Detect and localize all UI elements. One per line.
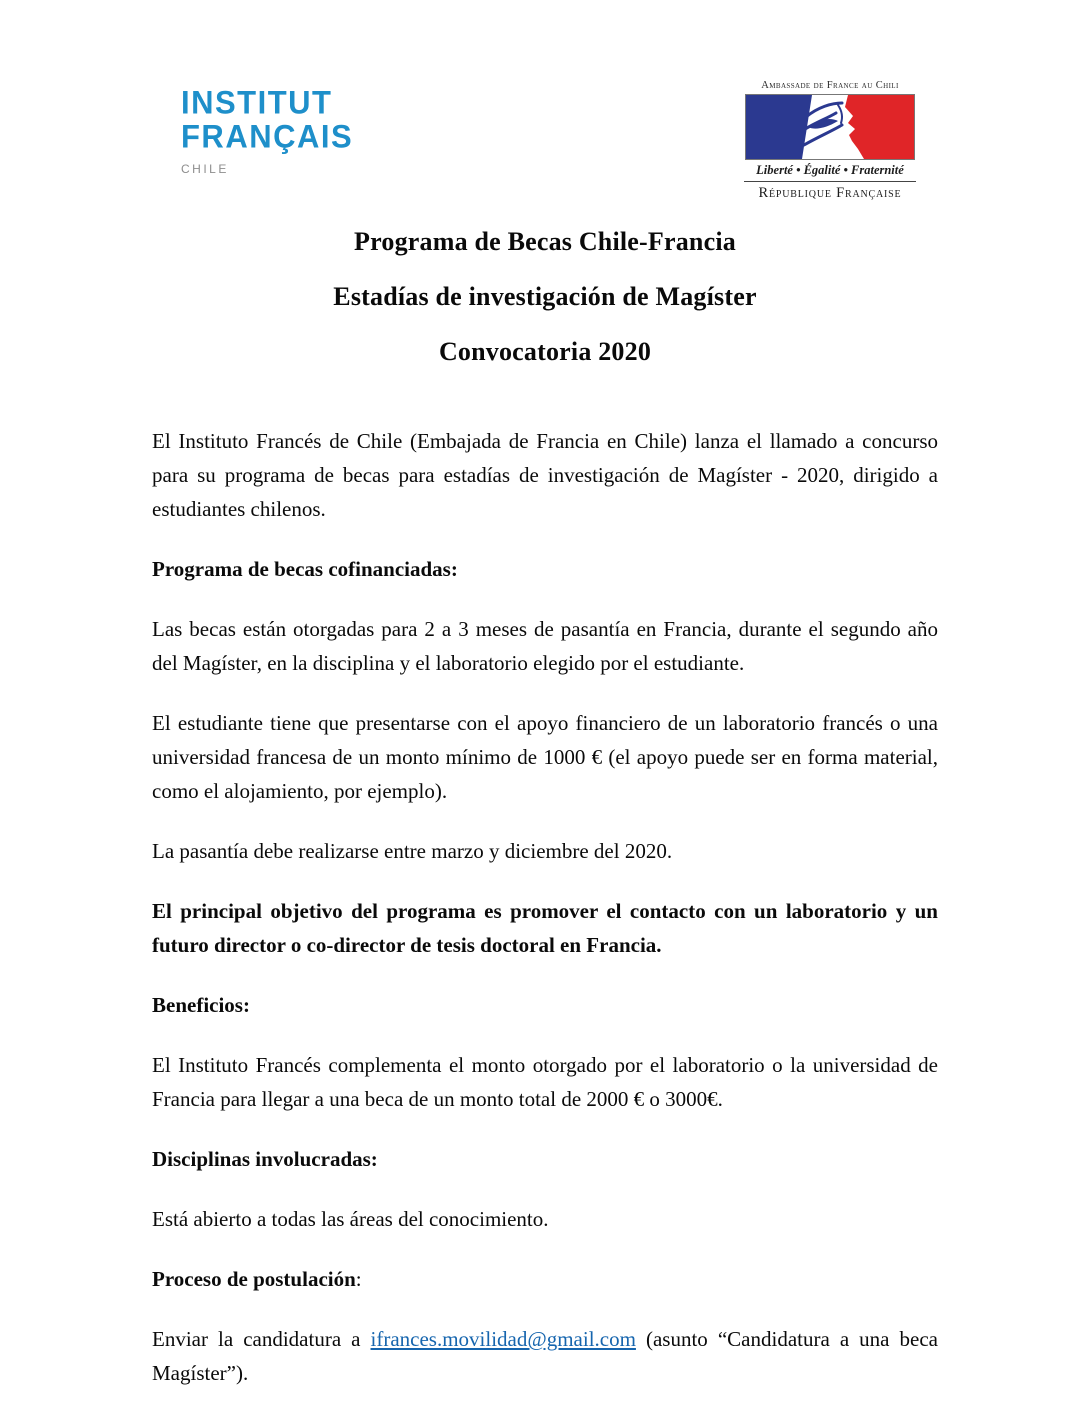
paragraph-pasantia-fechas: La pasantía debe realizarse entre marzo y diciembre del 2020. bbox=[152, 839, 673, 863]
heading-disciplinas: Disciplinas involucradas: bbox=[152, 1147, 378, 1171]
title-line-2: Estadías de investigación de Magíster bbox=[333, 282, 757, 311]
institut-francais-logo bbox=[181, 83, 354, 176]
title-line-1: Programa de Becas Chile-Francia bbox=[354, 227, 736, 256]
paragraph-intro: El Instituto Francés de Chile (Embajada de Francia en Chile) lanza el llamado a concurso para su programa de becas para estadías de investigación de Magíster - 2020, dirigido a estudiantes chilenos. bbox=[152, 429, 938, 521]
heading-programa-cofinanciadas: Programa de becas cofinanciadas: bbox=[152, 557, 458, 581]
embassy-title-label: Ambassade de France au Chili bbox=[761, 80, 899, 91]
paragraph-areas-conocimiento: Está abierto a todas las áreas del conocimiento. bbox=[152, 1207, 549, 1231]
embassy-republique-label: République Française bbox=[758, 185, 902, 201]
header bbox=[0, 0, 1088, 215]
paragraph-enviar-candidatura bbox=[152, 1322, 938, 1390]
embassy-motto-label: Liberté • Égalité • Fraternité bbox=[744, 163, 916, 182]
paragraph-complemento-monto: El Instituto Francés complementa el monto otorgado por el laboratorio o la universidad de Francia para llegar a una beca de un monto total de 2000 € o 3000€. bbox=[152, 1053, 938, 1111]
document-body bbox=[152, 424, 938, 1408]
heading-beneficios: Beneficios: bbox=[152, 993, 250, 1017]
paragraph-objetivo-principal: El principal objetivo del programa es promover el contacto con un laboratorio y un futuro director o co-director de tesis doctoral en Francia. bbox=[152, 899, 938, 957]
document-title bbox=[152, 226, 938, 391]
candidatura-text-post: (asunto “Candidatura a una beca Magíster”). bbox=[152, 1327, 938, 1385]
institut-logo-line1: INSTITUT bbox=[181, 83, 333, 121]
heading-proceso-text: Proceso de postulación bbox=[152, 1267, 356, 1291]
institut-logo-line2: FRANÇAIS bbox=[181, 117, 354, 155]
heading-proceso-colon: : bbox=[355, 1267, 362, 1291]
heading-proceso-postulacion bbox=[152, 1262, 938, 1296]
candidatura-text-pre: Enviar la candidatura a bbox=[152, 1327, 371, 1351]
embassy-logo bbox=[744, 80, 916, 202]
email-link[interactable]: ifrances.movilidad@gmail.com bbox=[370, 1327, 636, 1351]
paragraph-becas-otorgadas: Las becas están otorgadas para 2 a 3 meses de pasantía en Francia, durante el segundo año del Magíster, en la disciplina y el laboratorio elegido por el estudiante. bbox=[152, 617, 938, 675]
title-line-3: Convocatoria 2020 bbox=[438, 337, 652, 366]
paragraph-apoyo-financiero: El estudiante tiene que presentarse con el apoyo financiero de un laboratorio francés o una universidad francesa de un monto mínimo de 1000 € (el apoyo puede ser en forma material, como el alojamiento, por ejemplo). bbox=[152, 711, 938, 803]
marianne-flag-icon bbox=[745, 94, 915, 160]
institut-logo-chile-label: CHILE bbox=[181, 162, 229, 176]
